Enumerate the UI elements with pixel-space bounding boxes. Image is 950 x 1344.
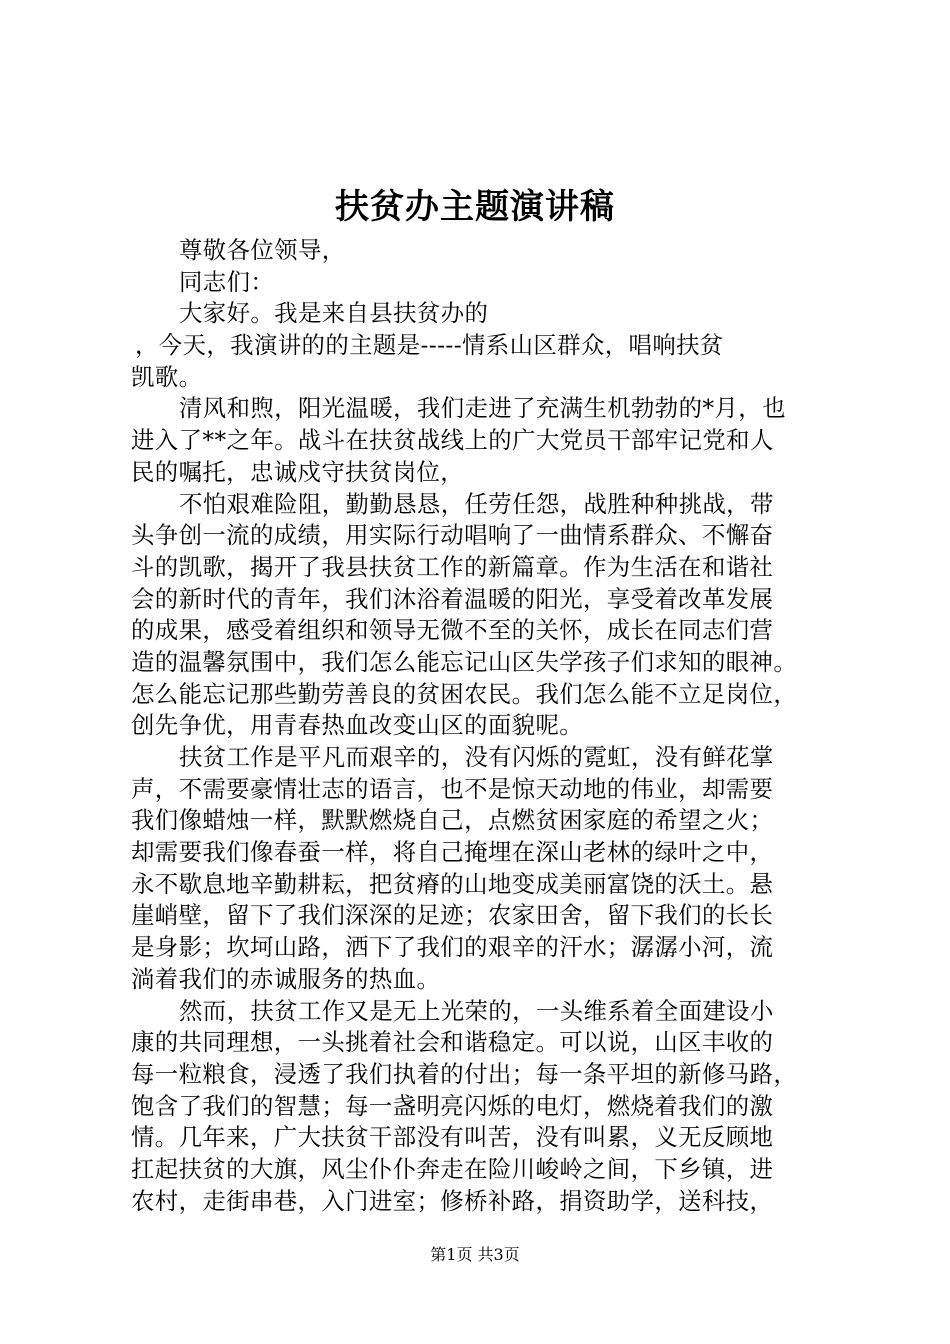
text-line: 却需要我们像春蚕一样，将自己掩埋在深山老林的绿叶之中，: [131, 838, 774, 867]
text-line: 会的新时代的青年，我们沐浴着温暖的阳光，享受着改革发展: [131, 584, 774, 613]
text-line: 农村，走街串巷，入门进室；修桥补路，捐资助学，送科技，: [131, 1186, 774, 1215]
text-line: 崖峭壁，留下了我们深深的足迹；农家田舍，留下我们的长长: [131, 901, 774, 930]
text-line: 不怕艰难险阻，勤勤恳恳，任劳任怨，战胜种种挑战，带: [179, 489, 774, 518]
text-line: 扶贫工作是平凡而艰辛的，没有闪烁的霓虹，没有鲜花掌: [179, 743, 774, 771]
text-line: 清风和煦，阳光温暖，我们走进了充满生机勃勃的*月，也: [179, 394, 786, 423]
text-line: 然而，扶贫工作又是无上光荣的，一头维系着全面建设小: [179, 996, 774, 1025]
text-line: 的成果，感受着组织和领导无微不至的关怀，成长在同志们营: [131, 616, 774, 645]
text-line: 淌着我们的赤诚服务的热血。: [131, 964, 441, 993]
text-line: 情。几年来，广大扶贫干部没有叫苦，没有叫累，义无反顾地: [131, 1123, 774, 1152]
document-body: [131, 235, 831, 1217]
text-line: ，今天，我演讲的的主题是-----情系山区群众，唱响扶贫: [135, 331, 724, 360]
page-footer: 第1页 共3页: [430, 1245, 520, 1264]
document-title: 扶贫办主题演讲稿: [335, 187, 615, 227]
text-line: 饱含了我们的智慧；每一盏明亮闪烁的电灯，燃烧着我们的激: [131, 1091, 774, 1120]
text-line: 凯歌。: [131, 362, 203, 391]
text-line: 同志们：: [179, 267, 275, 296]
text-line: 大家好。我是来自县扶贫办的: [179, 299, 489, 328]
text-line: 尊敬各位领导，: [179, 236, 346, 264]
text-line: 每一粒粮食，浸透了我们执着的付出；每一条平坦的新修马路，: [131, 1059, 798, 1088]
text-line: 创先争优，用青春热血改变山区的面貌呢。: [131, 711, 584, 740]
text-line: 扛起扶贫的大旗，风尘仆仆奔走在险川峻岭之间，下乡镇，进: [131, 1154, 774, 1183]
text-line: 头争创一流的成绩，用实际行动唱响了一曲情系群众、不懈奋: [131, 521, 774, 550]
text-line: 永不歇息地辛勤耕耘，把贫瘠的山地变成美丽富饶的沃土。悬: [131, 869, 774, 898]
text-line: 康的共同理想，一头挑着社会和谐稳定。可以说，山区丰收的: [131, 1028, 774, 1057]
text-line: 进入了**之年。战斗在扶贫战线上的广大党员干部牢记党和人: [131, 426, 774, 455]
text-line: 民的嘱托，忠诚戍守扶贫岗位，: [131, 457, 465, 486]
text-line: 我们像蜡烛一样，默默燃烧自己，点燃贫困家庭的希望之火；: [131, 806, 774, 835]
text-line: 造的温馨氛围中，我们怎么能忘记山区失学孩子们求知的眼神。: [131, 647, 798, 676]
text-line: 斗的凯歌，揭开了我县扶贫工作的新篇章。作为生活在和谐社: [131, 552, 774, 581]
text-line: 声，不需要豪情壮志的语言，也不是惊天动地的伟业，却需要: [131, 774, 774, 803]
text-line: 是身影；坎坷山路，洒下了我们的艰辛的汗水；潺潺小河，流: [131, 933, 774, 962]
text-line: 怎么能忘记那些勤劳善良的贫困农民。我们怎么能不立足岗位，: [131, 679, 798, 708]
